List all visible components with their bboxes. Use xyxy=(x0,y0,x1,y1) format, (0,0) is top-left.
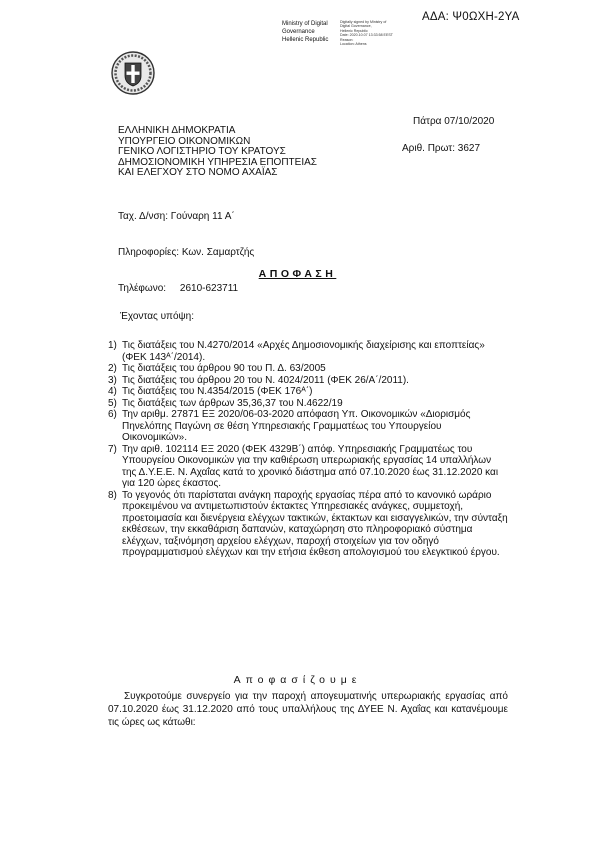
header-line: ΥΠΟΥΡΓΕΙΟ ΟΙΚΟΝΟΜΙΚΩΝ xyxy=(118,135,251,147)
list-item xyxy=(108,444,508,490)
intro-text: Έχοντας υπόψη: xyxy=(120,311,194,322)
signature-line: Ministry of Digital xyxy=(282,21,328,27)
item-number: 8) xyxy=(108,489,117,501)
header-line: ΓΕΝΙΚΟ ΛΟΓΙΣΤΗΡΙΟ ΤΟΥ ΚΡΑΤΟΥΣ xyxy=(118,146,286,157)
item-number: 1) xyxy=(108,340,117,351)
item-text: Τις διατάξεις του άρθρου 20 του Ν. 4024/2011 (ΦΕΚ 26/Α΄/2011). xyxy=(122,374,409,386)
digital-signature-block xyxy=(282,20,328,44)
info-line: Πληροφορίες: Κων. Σαμαρτζής xyxy=(118,247,255,258)
item-number: 6) xyxy=(108,409,117,420)
item-number: 3) xyxy=(108,374,117,386)
decision-heading: Αποφασίζουμε xyxy=(233,674,362,686)
greek-coat-of-arms-icon xyxy=(110,50,156,96)
ada-code: ΑΔΑ: Ψ0ΩΧΗ-2ΥΑ xyxy=(422,11,520,23)
item-number: 5) xyxy=(108,397,117,409)
item-number: 2) xyxy=(108,363,117,374)
header-line: ΚΑΙ ΕΛΕΓΧΟΥ ΣΤΟ ΝΟΜΟ ΑΧΑΪΑΣ xyxy=(118,167,278,178)
page-title: ΑΠΟΦΑΣΗ xyxy=(258,268,337,280)
item-text: Την αριθ. 102114 ΕΞ 2020 (ΦΕΚ 4329Β΄) απόφ. Υπηρεσιακής Γραμματέως του Υπουργείου Οικονομικών για την καθιέρωση υπερωριακής εργασίας 14 υπαλλήλων της Δ.Υ.Ε.Ε. Ν. Αχαΐας κατά το χρονικό διάστημα από 07.10.2020 έως 31.12.2020 και για 120 ώρες έκαστος. xyxy=(122,443,499,489)
document-date: Πάτρα 07/10/2020 xyxy=(413,116,495,127)
list-item xyxy=(108,375,508,387)
list-item xyxy=(108,340,508,363)
phone-line: Τηλέφωνο: 2610-623711 xyxy=(118,283,239,294)
item-text: Τις διατάξεις των άρθρων 35,36,37 του Ν.4622/19 xyxy=(122,397,343,409)
item-text: Τις διατάξεις του Ν.4354/2015 (ΦΕΚ 176ᴬ΄) xyxy=(122,386,313,397)
list-item xyxy=(108,398,508,410)
conclusion-paragraph: Συγκροτούμε συνεργείο για την παροχή απογευματινής υπερωριακής εργασίας από 07.10.2020 έως 31.12.2020 από τους υπαλλήλους της ΔΥΕΕ Ν. Αχαΐας και κατανέμουμε τις ώρες ως κάτωθι: xyxy=(108,691,508,728)
list-item xyxy=(108,363,508,375)
issuer-header xyxy=(118,126,317,179)
header-line: ΔΗΜΟΣΙΟΝΟΜΙΚΗ ΥΠΗΡΕΣΙΑ ΕΠΟΠΤΕΙΑΣ xyxy=(118,156,317,168)
signature-metadata: Digitally signed by Ministry of Digital Governance, Hellenic Republic Date: 2020.10.07 13:33:58 EEST Reason: Location: Athens xyxy=(340,20,393,47)
item-text: Τις διατάξεις του άρθρου 90 του Π. Δ. 63/2005 xyxy=(122,363,326,374)
contact-block xyxy=(118,187,254,307)
list-item xyxy=(108,386,508,398)
item-text: Το γεγονός ότι παρίσταται ανάγκη παροχής εργασίας πέρα από το κανονικό ωράριο προκειμένου να αντιμετωπιστούν έκτακτες Υπηρεσιακές ανάγκες, συμμετοχή, προετοιμασία και διενέργεια ελέγχων τακτικών, έκτακτων και εισαγγελικών, την σύνταξη εκθέσεων, την εκκαθάριση δαπανών, καταχώρηση στο πληροφοριακό σύστημα ελέγχων, ταξινόμηση αρχείου ελέγχων, παροχή στοιχείων για τον οδηγό προγραμματισμού ελέγχων και την ετήσια έκθεση απολογισμού του ελεγκτικού έργου. xyxy=(122,489,508,558)
item-text: Την αριθμ. 27871 ΕΞ 2020/06-03-2020 απόφαση Υπ. Οικονομικών «Διορισμός Πηνελόπης Παγώνη σε θέση Υπηρεσιακής Γραμματέως του Υπουργείου Οικονομικών». xyxy=(122,409,471,443)
item-number: 4) xyxy=(108,386,117,397)
signature-line: Hellenic Republic xyxy=(282,37,329,43)
item-number: 7) xyxy=(108,443,117,455)
protocol-number: Αριθ. Πρωτ: 3627 xyxy=(402,143,481,154)
considerations-list xyxy=(108,340,508,559)
address-line: Ταχ. Δ/νση: Γούναρη 11 Α΄ xyxy=(118,211,235,222)
signature-line: Governance xyxy=(282,29,315,35)
list-item xyxy=(108,490,508,559)
header-line: ΕΛΛΗΝΙΚΗ ΔΗΜΟΚΡΑΤΙΑ xyxy=(118,125,236,136)
item-text: Τις διατάξεις του Ν.4270/2014 «Αρχές Δημοσιονομικής διαχείρισης και εποπτείας» (ΦΕΚ 143ᴬ΄/2014). xyxy=(122,340,485,363)
list-item xyxy=(108,409,508,444)
